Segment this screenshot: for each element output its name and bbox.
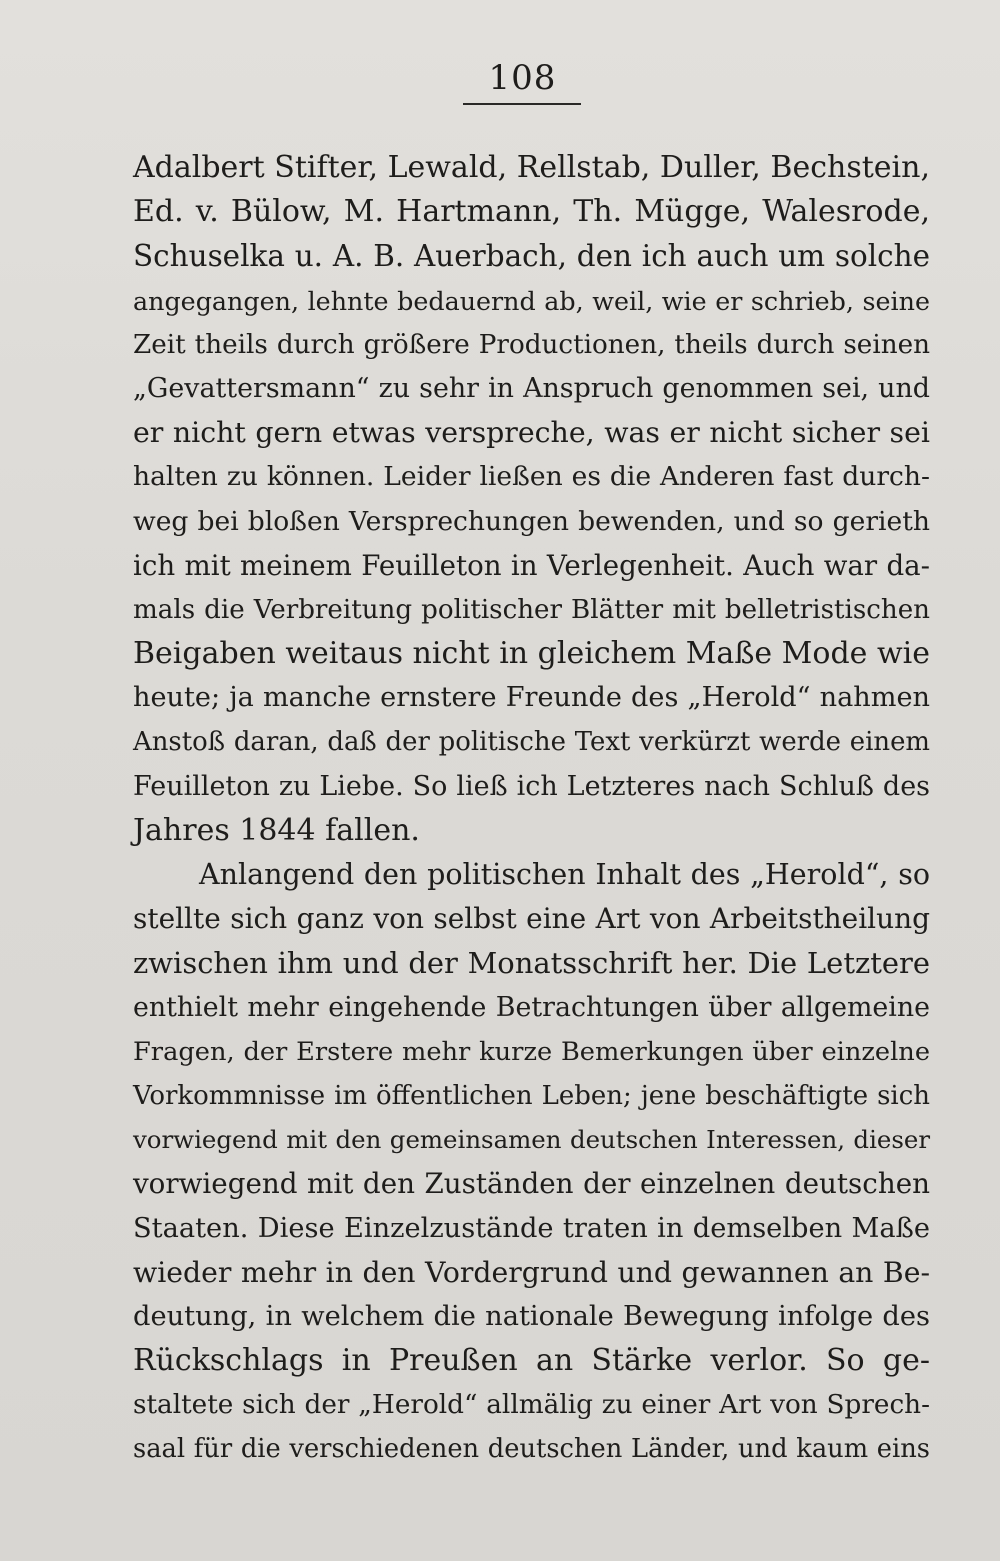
text-line: Feuilleton zu Liebe. So ließ ich Letzteres nach Schluß des [133,770,930,802]
text-line: Rückschlags in Preußen an Stärke verlor. So ge- [133,1343,930,1379]
text-line: angegangen, lehnte bedauernd ab, weil, wie er schrieb, seine [133,285,930,316]
text-line: weg bei bloßen Versprechungen bewenden, und so gerieth [133,505,930,537]
text-line: enthielt mehr eingehende Betrachtungen über allgemeine [133,991,930,1023]
paragraph-start-line: Anlangend den politischen Inhalt des „Herold“, so [199,858,930,891]
text-line: Anstoß daran, daß der politische Text verkürzt werde einem [133,727,930,758]
text-line: er nicht gern etwas verspreche, was er nicht sicher sei [133,416,930,450]
text-line: mals die Verbreitung politischer Blätter mit belletristischen [133,594,930,625]
text-line: Vorkommnisse im öffentlichen Leben; jene beschäftigte sich [133,1080,930,1111]
text-line: „Gevattersmann“ zu sehr in Anspruch genommen sei, und [133,372,930,404]
paragraph-end-line: Jahres 1844 fallen. [133,812,420,848]
text-line: Ed. v. Bülow, M. Hartmann, Th. Mügge, Walesrode, [133,194,930,230]
text-line: saal für die verschiedenen deutschen Länder, und kaum eins [133,1434,930,1465]
text-line: deutung, in welchem die nationale Bewegung infolge des [133,1300,930,1332]
text-line: ich mit meinem Feuilleton in Verlegenheit. Auch war da- [133,548,930,582]
text-line: wieder mehr in den Vordergrund und gewannen an Be- [133,1255,930,1289]
text-line: Fragen, der Erstere mehr kurze Bemerkungen über einzelne [133,1036,930,1067]
text-line: Staaten. Diese Einzelzustände traten in demselben Maße [133,1212,930,1244]
body-text [133,146,930,1472]
text-line: Zeit theils durch größere Productionen, theils durch seinen [133,329,930,360]
text-line: halten zu können. Leider ließen es die Anderen fast durch- [133,461,930,493]
page-number: 108 [488,58,557,98]
text-line: heute; ja manche ernstere Freunde des „Herold“ nahmen [133,682,930,714]
text-line: Beigaben weitaus nicht in gleichem Maße Mode wie [133,636,930,672]
text-line: staltete sich der „Herold“ allmälig zu einer Art von Sprech- [133,1390,930,1421]
text-line: vorwiegend mit den gemeinsamen deutschen Interessen, dieser [133,1125,930,1155]
text-line: zwischen ihm und der Monatsschrift her. Die Letztere [133,946,930,981]
header-rule [463,103,581,105]
text-line: Schuselka u. A. B. Auerbach, den ich auch um solche [133,239,930,274]
text-line: Adalbert Stifter, Lewald, Rellstab, Duller, Bechstein, [133,150,930,185]
text-line: vorwiegend mit den Zuständen der einzelnen deutschen [133,1167,930,1201]
text-line: stellte sich ganz von selbst eine Art von Arbeitstheilung [133,902,930,936]
